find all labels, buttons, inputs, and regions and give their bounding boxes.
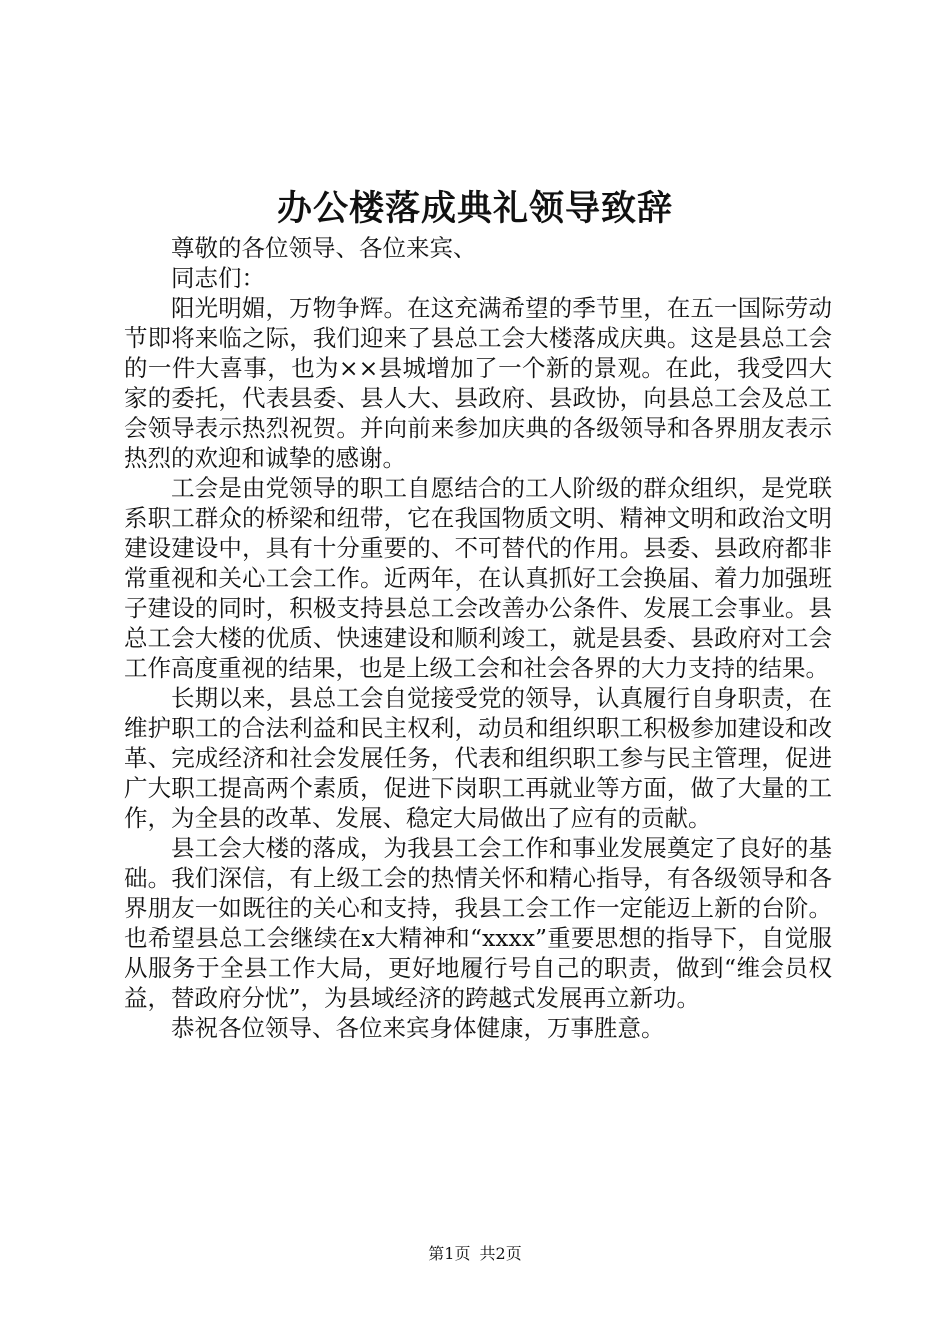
body-paragraph: 长期以来，县总工会自觉接受党的领导，认真履行自身职责，在维护职工的合法利益和民主权利，动员和组织职工积极参加建设和改革、完成经济和社会发展任务，代表和组织职工参与民主管理，促进广大职工提高两个素质，促进下岗职工再就业等方面，做了大量的工作，为全县的改革、发展、稳定大局做出了应有的贡献。 (124, 684, 832, 832)
greeting-line: 同志们： (171, 264, 265, 292)
page-number: 第1页 (428, 1244, 471, 1263)
page-total: 共2页 (479, 1244, 522, 1263)
greeting-line: 尊敬的各位领导、各位来宾、 (171, 234, 477, 262)
document-body (124, 233, 832, 1043)
body-paragraph: 工会是由党领导的职工自愿结合的工人阶级的群众组织，是党联系职工群众的桥梁和纽带，它在我国物质文明、精神文明和政治文明建设建设中，具有十分重要的、不可替代的作用。县委、县政府都非常重视和关心工会工作。近两年，在认真抓好工会换届、着力加强班子建设的同时，积极支持县总工会改善办公条件、发展工会事业。县总工会大楼的优质、快速建设和顺利竣工，就是县委、县政府对工会工作高度重视的结果，也是上级工会和社会各界的大力支持的结果。 (124, 474, 832, 682)
document-title: 办公楼落成典礼领导致辞 (276, 188, 673, 229)
page-footer (0, 1244, 950, 1264)
body-paragraph: 恭祝各位领导、各位来宾身体健康，万事胜意。 (171, 1014, 665, 1042)
body-paragraph: 县工会大楼的落成，为我县工会工作和事业发展奠定了良好的基础。我们深信，有上级工会的热情关怀和精心指导，有各级领导和各界朋友一如既往的关心和支持，我县工会工作一定能迈上新的台阶。也希望县总工会继续在x大精神和“xxxx”重要思想的指导下，自觉服从服务于全县工作大局，更好地履行号自己的职责，做到“维会员权益，替政府分忧”，为县域经济的跨越式发展再立新功。 (124, 834, 832, 1012)
body-paragraph: 阳光明媚，万物争辉。在这充满希望的季节里，在五一国际劳动节即将来临之际，我们迎来了县总工会大楼落成庆典。这是县总工会的一件大喜事，也为××县城增加了一个新的景观。在此，我受四大家的委托，代表县委、县人大、县政府、县政协，向县总工会及总工会领导表示热烈祝贺。并向前来参加庆典的各级领导和各界朋友表示热烈的欢迎和诚挚的感谢。 (124, 294, 832, 472)
